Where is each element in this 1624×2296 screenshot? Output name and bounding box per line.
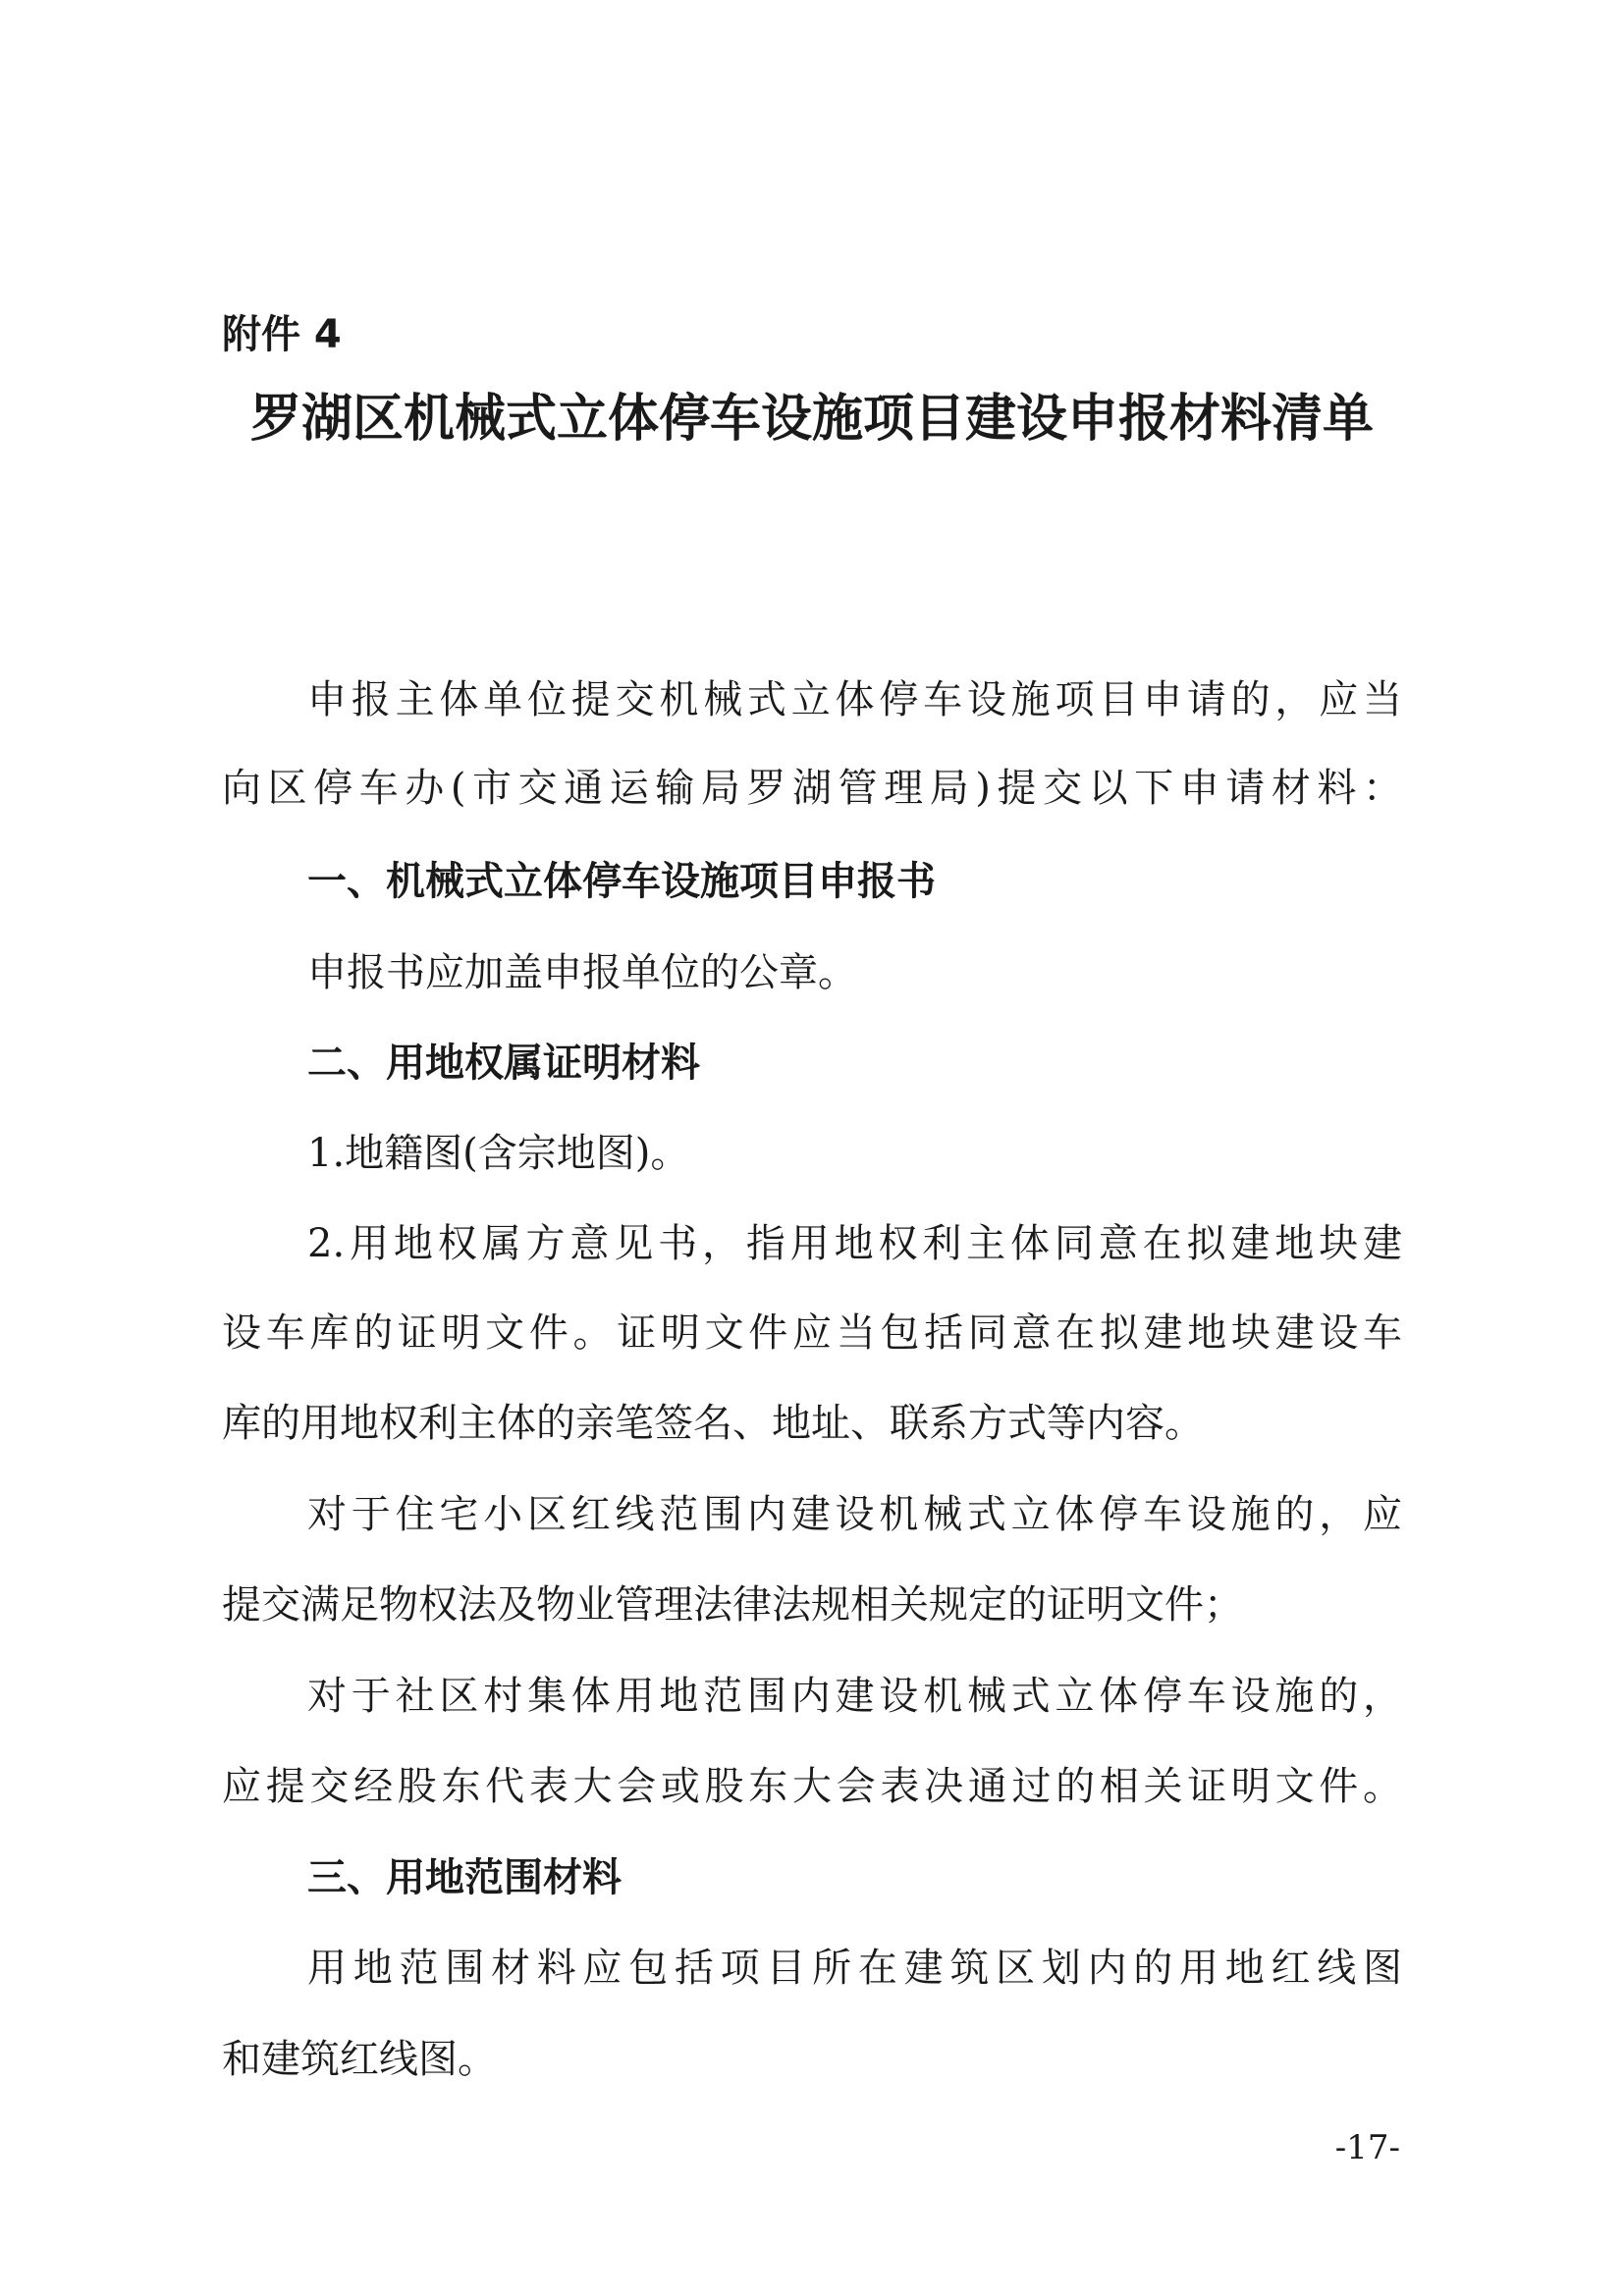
paragraph-line: 申报主体单位提交机械式立体停车设施项目申请的，应当	[307, 677, 1402, 722]
section-heading: 一、机械式立体停车设施项目申报书	[307, 859, 936, 904]
paragraph-line: 设车库的证明文件。证明文件应当包括同意在拟建地块建设车	[222, 1310, 1402, 1356]
section-heading: 三、用地范围材料	[307, 1855, 622, 1900]
attachment-label: 附件 4	[222, 312, 342, 357]
paragraph-line: 向区停车办(市交通运输局罗湖管理局)提交以下申请材料：	[222, 766, 1402, 811]
paragraph-line: 应提交经股东代表大会或股东大会表决通过的相关证明文件。	[222, 1764, 1402, 1809]
paragraph-line: 和建筑红线图。	[222, 2037, 497, 2082]
paragraph-line: 1.地籍图(含宗地图)。	[307, 1131, 690, 1176]
paragraph-line: 申报书应加盖申报单位的公章。	[307, 950, 857, 995]
page-number: -17-	[1334, 2128, 1400, 2167]
paragraph-line: 对于住宅小区红线范围内建设机械式立体停车设施的，应	[307, 1492, 1402, 1537]
paragraph-line: 2.用地权属方意见书，指用地权利主体同意在拟建地块建	[307, 1221, 1402, 1266]
section-heading: 二、用地权属证明材料	[307, 1041, 700, 1086]
paragraph-line: 用地范围材料应包括项目所在建筑区划内的用地红线图	[307, 1946, 1402, 1991]
paragraph-line: 对于社区村集体用地范围内建设机械式立体停车设施的，	[307, 1674, 1402, 1719]
paragraph-line: 库的用地权利主体的亲笔签名、地址、联系方式等内容。	[222, 1401, 1204, 1446]
paragraph-line: 提交满足物权法及物业管理法律法规相关规定的证明文件；	[222, 1582, 1243, 1628]
document-title: 罗湖区机械式立体停车设施项目建设申报材料清单	[249, 390, 1374, 449]
